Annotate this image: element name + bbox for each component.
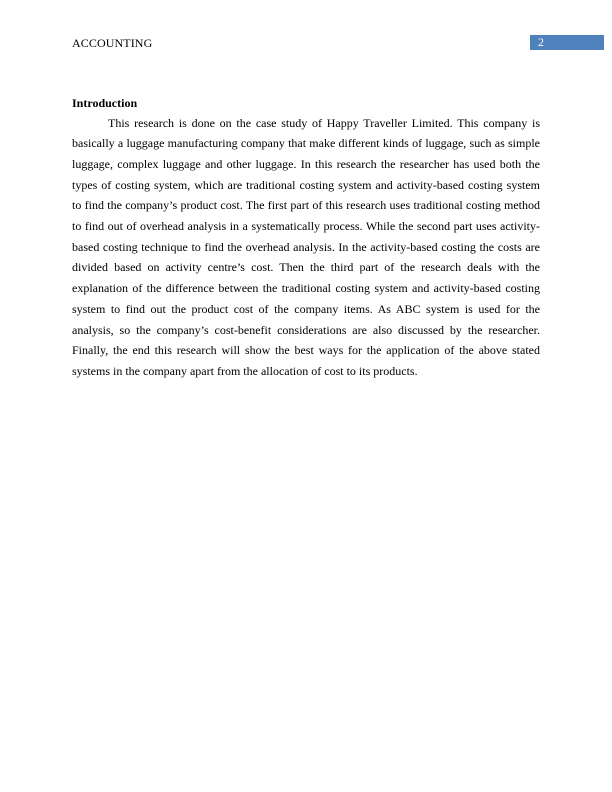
page-number-badge: [530, 35, 604, 50]
page-number: 2: [538, 35, 544, 49]
body-paragraph: This research is done on the case study of Happy Traveller Limited. This company is basically a luggage manufacturing company that make different kinds of luggage, such as simple luggage, complex luggage and other luggage. In this research the researcher has used both the types of costing system, which are traditional costing system and activity-based costing system to find the company’s product cost. The first part of this research uses traditional costing method to find out of overhead analysis in a systematically process. While the second part uses activity-based costing technique to find the overhead analysis. In the activity-based costing the costs are divided based on activity centre’s cost. Then the third part of the research deals with the explanation of the difference between the traditional costing system and activity-based costing system to find out the product cost of the company items. As ABC system is used for the analysis, so the company’s cost-benefit considerations are also discussed by the researcher. Finally, the end this research will show the best ways for the application of the above stated systems in the company apart from the allocation of cost to its products.: [72, 115, 540, 378]
section-heading: Introduction: [72, 96, 138, 110]
running-header-title: ACCOUNTING: [72, 36, 153, 50]
